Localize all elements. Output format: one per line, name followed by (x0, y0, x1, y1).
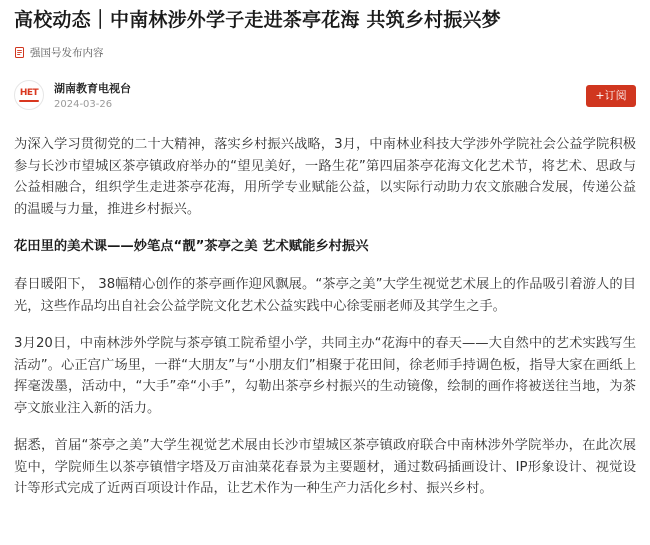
author-bar (14, 80, 636, 112)
publish-date: 2024-03-26 (54, 99, 113, 110)
paragraph-gap (14, 317, 636, 333)
article-title: 高校动态｜中南林涉外学子走进茶亭花海 共筑乡村振兴梦 (14, 9, 501, 31)
source-label: 强国号发布内容 (30, 46, 104, 59)
author-name[interactable]: 湖南教育电视台 (54, 82, 131, 95)
avatar[interactable] (14, 80, 44, 110)
paragraph-gap (14, 258, 636, 274)
source-line (14, 44, 104, 60)
paragraph-1: 为深入学习贯彻党的二十大精神，落实乡村振兴战略，3月，中南林业科技大学涉外学院社会公益学院积极参与长沙市望城区茶亭镇政府举办的“望见美好，一路生花”第四届茶亭花海文化艺术节，将艺术、思政与公益相融合，组织学生走进茶亭花海，用所学专业赋能公益，以实际行动助力农文旅融合发展，传递公益的温暖与力量，推进乡村振兴。 (14, 137, 636, 217)
paragraph-2: 春日暖阳下， 38幅精心创作的茶亭画作迎风飘展。“茶亭之美”大学生视觉艺术展上的作品吸引着游人的目光，这些作品均出自社会公益学院文化艺术公益实践中心徐雯丽老师及其学生之手。 (14, 277, 636, 314)
paragraph-gap (14, 419, 636, 435)
avatar-logo-bar (19, 100, 39, 102)
section-heading: 花田里的美术课——妙笔点“靓”茶亭之美 艺术赋能乡村振兴 (14, 239, 369, 254)
subscribe-button[interactable]: +订阅 (586, 85, 636, 107)
paragraph-4: 据悉，首届“茶亭之美”大学生视觉艺术展由长沙市望城区茶亭镇政府联合中南林涉外学院举办，在此次展览中，学院师生以茶亭镇惜字塔及万亩油菜花春景为主要题材，通过数码插画设计、IP形象设计、视觉设计等形式完成了近两百项设计作品，让艺术作为一种生产力活化乡村、振兴乡村。 (14, 438, 636, 496)
paragraph-gap (14, 220, 636, 236)
avatar-logo-text: HET (19, 88, 39, 98)
article-body (14, 134, 636, 500)
document-icon (14, 47, 25, 58)
paragraph-3: 3月20日，中南林涉外学院与茶亭镇工院希望小学，共同主办“花海中的春天——大自然中的艺术实践写生活动”。心正宫广场里，一群“大朋友”与“小朋友们”相聚于花田间，徐老师手持调色板，指导大家在画纸上挥毫泼墨，活动中，“大手”牵“小手”，勾勒出茶亭乡村振兴的生动镜像，绘制的画作将被送往当地，为茶亭文旅业注入新的活力。 (14, 336, 636, 416)
